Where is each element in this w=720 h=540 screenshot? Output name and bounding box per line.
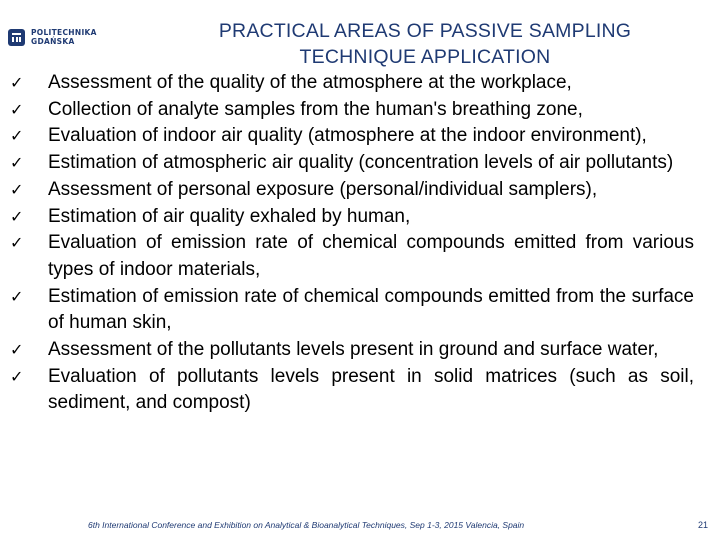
checkmark-icon: ✓ <box>10 233 24 253</box>
list-item <box>8 364 694 417</box>
list-item-text: Evaluation of indoor air quality (atmosphere at the indoor environment), <box>48 125 647 147</box>
checkmark-icon: ✓ <box>10 153 24 173</box>
logo-line-2: GDAŃSKA <box>31 36 75 46</box>
checkmark-icon: ✓ <box>10 126 24 146</box>
list-item-text: Estimation of atmospheric air quality (concentration levels of air pollutants) <box>48 152 674 174</box>
list-item-text: Assessment of the pollutants levels present in ground and surface water, <box>48 339 659 361</box>
checkmark-icon: ✓ <box>10 99 24 119</box>
list-item <box>8 204 694 231</box>
title-line-2: TECHNIQUE APPLICATION <box>299 46 551 68</box>
university-logo <box>8 29 97 46</box>
conference-footer: 6th International Conference and Exhibition on Analytical & Bioanalytical Techniques, Sep 1-3, 2015 Valencia, Spain <box>88 520 525 530</box>
checkmark-icon: ✓ <box>10 73 24 92</box>
checkmark-icon: ✓ <box>10 206 24 226</box>
list-item <box>8 97 694 124</box>
list-item-text: Assessment of personal exposure (personal/individual samplers), <box>48 178 598 200</box>
list-item-text: Evaluation of pollutants levels present in solid matrices (such as soil, sediment, and compost) <box>48 365 694 414</box>
checkmark-icon: ✓ <box>10 366 24 386</box>
university-name <box>31 29 97 46</box>
checkmark-icon: ✓ <box>10 286 24 306</box>
list-item <box>8 123 694 150</box>
list-item-text: Evaluation of emission rate of chemical compounds emitted from various types of indoor materials, <box>48 232 694 280</box>
list-item <box>8 284 694 337</box>
list-item <box>8 230 694 283</box>
checkmark-icon: ✓ <box>10 179 24 199</box>
list-item-text: Assessment of the quality of the atmosphere at the workplace, <box>48 72 572 93</box>
list-item <box>8 150 694 177</box>
university-crest-icon <box>8 29 25 46</box>
list-item-text: Estimation of emission rate of chemical compounds emitted from the surface of human skin, <box>48 285 694 334</box>
checkmark-icon: ✓ <box>10 340 24 360</box>
list-item <box>8 337 694 364</box>
application-list <box>8 70 694 417</box>
page-number: 21 <box>697 520 708 530</box>
slide-title <box>175 18 675 70</box>
list-item-text: Estimation of air quality exhaled by human, <box>48 205 411 227</box>
title-line-1: PRACTICAL AREAS OF PASSIVE SAMPLING <box>218 20 632 42</box>
list-item-text: Collection of analyte samples from the human's breathing zone, <box>48 98 583 120</box>
list-item <box>8 70 694 97</box>
logo-line-1: POLITECHNIKA <box>31 28 97 37</box>
list-item <box>8 177 694 204</box>
